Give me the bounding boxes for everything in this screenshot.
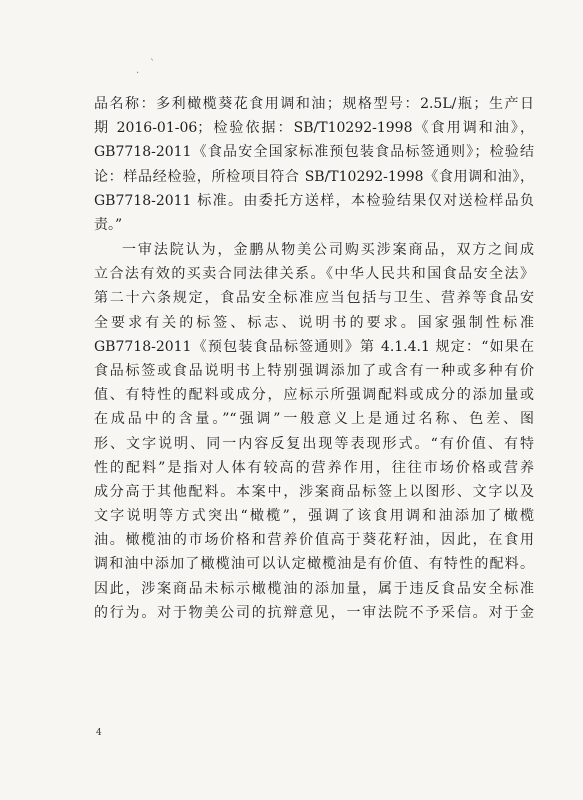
text-line: 文字说明等方式突出“橄榄”，强调了该食用调和油添加了橄榄 — [94, 508, 534, 525]
text-line: 食品标签或食品说明书上特别强调添加了或含有一种或多种有价 — [94, 362, 534, 379]
text-line: GB7718-2011《食品安全国家标准预包装食品标签通则》；检验结 — [94, 144, 534, 161]
scan-mark: ˋ — [150, 59, 155, 70]
paragraph-inspection-report — [94, 92, 534, 237]
text-line: 值、有特性的配料或成分，应标示所强调配料或成分的添加量或 — [94, 387, 534, 404]
text-line: 责。” — [94, 216, 123, 233]
text-line: 性的配料”是指对人体有较高的营养作用，往往市场价格或营养 — [94, 459, 534, 476]
text-line: GB7718-2011 标准。由委托方送样，本检验结果仅对送检样品负 — [94, 192, 534, 209]
paragraph-court-opinion — [94, 238, 534, 625]
text-line: 全要求有关的标签、标志、说明书的要求。国家强制性标准 — [94, 314, 534, 331]
text-line: 调和油中添加了橄榄油可以认定橄榄油是有价值、有特性的配料。 — [94, 556, 534, 573]
text-line: 一审法院认为，金鹏从物美公司购买涉案商品，双方之间成 — [122, 242, 534, 258]
text-line: 形、文字说明、同一内容反复出现等表现形式。“有价值、有特 — [94, 435, 534, 452]
text-line: GB7718-2011《预包装食品标签通则》第 4.1.4.1 规定：“如果在 — [94, 338, 534, 355]
text-line: 期 2016-01-06；检验依据：SB/T10292-1998《食用调和油》， — [94, 120, 534, 137]
text-line: 立合法有效的买卖合同法律关系。《中华人民共和国食品安全法》 — [94, 266, 534, 283]
text-line: 油。橄榄油的市场价格和营养价值高于葵花籽油，因此，在食用 — [94, 532, 534, 549]
text-line: 第二十六条规定，食品安全标准应当包括与卫生、营养等食品安 — [94, 290, 534, 307]
text-line: 的行为。对于物美公司的抗辩意见，一审法院不予采信。对于金 — [94, 604, 534, 621]
text-line: 在成品中的含量。”“强调”一般意义上是通过名称、色差、图 — [94, 411, 534, 428]
text-line: 成分高于其他配料。本案中，涉案商品标签上以图形、文字以及 — [94, 483, 534, 500]
text-line: 因此，涉案商品未标示橄榄油的添加量，属于违反食品安全标准 — [94, 580, 534, 597]
scan-mark: . — [136, 65, 140, 76]
page-number: 4 — [96, 728, 102, 738]
text-line: 品名称：多利橄榄葵花食用调和油；规格型号：2.5L/瓶；生产日 — [94, 96, 534, 112]
text-line: 论：样品经检验，所检项目符合 SB/T10292-1998《食用调和油》， — [94, 168, 534, 185]
